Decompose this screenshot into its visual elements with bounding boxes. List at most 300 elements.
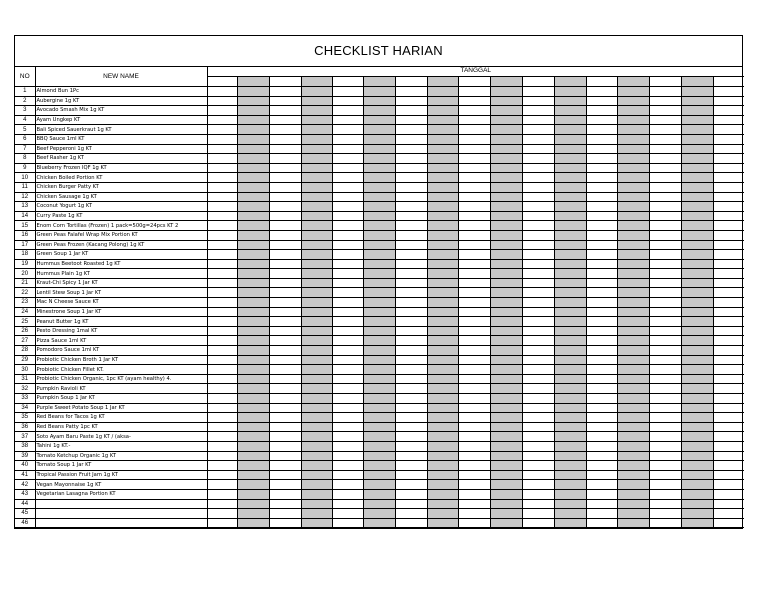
check-cell[interactable]	[586, 125, 617, 135]
check-cell[interactable]	[554, 96, 586, 106]
check-cell[interactable]	[427, 163, 458, 173]
check-cell[interactable]	[458, 106, 490, 116]
check-cell[interactable]	[301, 307, 332, 317]
check-cell[interactable]	[649, 288, 681, 298]
check-cell[interactable]	[458, 499, 490, 509]
check-cell[interactable]	[586, 144, 617, 154]
check-cell[interactable]	[681, 509, 713, 519]
check-cell[interactable]	[363, 355, 395, 365]
check-cell[interactable]	[458, 298, 490, 308]
check-cell[interactable]	[713, 355, 744, 365]
check-cell[interactable]	[649, 134, 681, 144]
check-cell[interactable]	[586, 432, 617, 442]
check-cell[interactable]	[269, 317, 301, 327]
check-cell[interactable]	[237, 441, 269, 451]
check-cell[interactable]	[713, 317, 744, 327]
check-cell[interactable]	[554, 125, 586, 135]
check-cell[interactable]	[332, 163, 363, 173]
check-cell[interactable]	[207, 461, 237, 471]
check-cell[interactable]	[301, 278, 332, 288]
check-cell[interactable]	[713, 422, 744, 432]
check-cell[interactable]	[617, 240, 649, 250]
check-cell[interactable]	[332, 115, 363, 125]
check-cell[interactable]	[301, 134, 332, 144]
check-cell[interactable]	[554, 355, 586, 365]
check-cell[interactable]	[522, 288, 554, 298]
check-cell[interactable]	[681, 384, 713, 394]
check-cell[interactable]	[363, 250, 395, 260]
check-cell[interactable]	[490, 509, 522, 519]
check-cell[interactable]	[649, 250, 681, 260]
check-cell[interactable]	[237, 87, 269, 97]
check-cell[interactable]	[427, 470, 458, 480]
check-cell[interactable]	[207, 115, 237, 125]
check-cell[interactable]	[269, 298, 301, 308]
check-cell[interactable]	[713, 288, 744, 298]
check-cell[interactable]	[617, 134, 649, 144]
check-cell[interactable]	[713, 489, 744, 499]
check-cell[interactable]	[681, 346, 713, 356]
check-cell[interactable]	[649, 346, 681, 356]
check-cell[interactable]	[681, 115, 713, 125]
check-cell[interactable]	[207, 278, 237, 288]
check-cell[interactable]	[617, 355, 649, 365]
check-cell[interactable]	[490, 221, 522, 231]
check-cell[interactable]	[395, 202, 427, 212]
check-cell[interactable]	[522, 87, 554, 97]
check-cell[interactable]	[490, 144, 522, 154]
check-cell[interactable]	[586, 87, 617, 97]
check-cell[interactable]	[617, 182, 649, 192]
check-cell[interactable]	[269, 96, 301, 106]
check-cell[interactable]	[237, 394, 269, 404]
check-cell[interactable]	[301, 115, 332, 125]
check-cell[interactable]	[301, 518, 332, 528]
check-cell[interactable]	[395, 259, 427, 269]
check-cell[interactable]	[363, 326, 395, 336]
check-cell[interactable]	[427, 221, 458, 231]
check-cell[interactable]	[427, 106, 458, 116]
check-cell[interactable]	[681, 518, 713, 528]
check-cell[interactable]	[458, 240, 490, 250]
check-cell[interactable]	[713, 413, 744, 423]
check-cell[interactable]	[363, 202, 395, 212]
check-cell[interactable]	[681, 87, 713, 97]
check-cell[interactable]	[586, 202, 617, 212]
check-cell[interactable]	[301, 326, 332, 336]
check-cell[interactable]	[301, 221, 332, 231]
check-cell[interactable]	[458, 413, 490, 423]
check-cell[interactable]	[713, 230, 744, 240]
check-cell[interactable]	[490, 202, 522, 212]
check-cell[interactable]	[207, 202, 237, 212]
check-cell[interactable]	[395, 480, 427, 490]
check-cell[interactable]	[458, 432, 490, 442]
check-cell[interactable]	[617, 125, 649, 135]
check-cell[interactable]	[649, 480, 681, 490]
check-cell[interactable]	[395, 470, 427, 480]
check-cell[interactable]	[554, 307, 586, 317]
check-cell[interactable]	[458, 365, 490, 375]
check-cell[interactable]	[363, 317, 395, 327]
check-cell[interactable]	[269, 125, 301, 135]
check-cell[interactable]	[332, 259, 363, 269]
check-cell[interactable]	[395, 87, 427, 97]
check-cell[interactable]	[207, 87, 237, 97]
check-cell[interactable]	[395, 355, 427, 365]
check-cell[interactable]	[207, 134, 237, 144]
check-cell[interactable]	[207, 403, 237, 413]
check-cell[interactable]	[332, 346, 363, 356]
check-cell[interactable]	[490, 461, 522, 471]
check-cell[interactable]	[332, 269, 363, 279]
check-cell[interactable]	[522, 211, 554, 221]
check-cell[interactable]	[586, 173, 617, 183]
check-cell[interactable]	[301, 202, 332, 212]
check-cell[interactable]	[522, 173, 554, 183]
check-cell[interactable]	[649, 365, 681, 375]
check-cell[interactable]	[713, 336, 744, 346]
check-cell[interactable]	[237, 154, 269, 164]
check-cell[interactable]	[649, 278, 681, 288]
check-cell[interactable]	[490, 451, 522, 461]
check-cell[interactable]	[617, 221, 649, 231]
check-cell[interactable]	[269, 259, 301, 269]
check-cell[interactable]	[301, 355, 332, 365]
check-cell[interactable]	[490, 192, 522, 202]
check-cell[interactable]	[490, 250, 522, 260]
check-cell[interactable]	[458, 441, 490, 451]
check-cell[interactable]	[207, 192, 237, 202]
check-cell[interactable]	[458, 115, 490, 125]
check-cell[interactable]	[207, 489, 237, 499]
check-cell[interactable]	[522, 451, 554, 461]
check-cell[interactable]	[617, 451, 649, 461]
check-cell[interactable]	[713, 374, 744, 384]
check-cell[interactable]	[269, 211, 301, 221]
check-cell[interactable]	[458, 144, 490, 154]
check-cell[interactable]	[458, 355, 490, 365]
check-cell[interactable]	[363, 432, 395, 442]
check-cell[interactable]	[427, 326, 458, 336]
check-cell[interactable]	[301, 336, 332, 346]
check-cell[interactable]	[207, 144, 237, 154]
check-cell[interactable]	[586, 230, 617, 240]
check-cell[interactable]	[617, 346, 649, 356]
check-cell[interactable]	[681, 106, 713, 116]
check-cell[interactable]	[427, 298, 458, 308]
check-cell[interactable]	[237, 125, 269, 135]
check-cell[interactable]	[713, 115, 744, 125]
check-cell[interactable]	[207, 154, 237, 164]
check-cell[interactable]	[713, 365, 744, 375]
check-cell[interactable]	[301, 154, 332, 164]
check-cell[interactable]	[713, 480, 744, 490]
check-cell[interactable]	[522, 480, 554, 490]
check-cell[interactable]	[713, 87, 744, 97]
check-cell[interactable]	[617, 192, 649, 202]
check-cell[interactable]	[237, 163, 269, 173]
check-cell[interactable]	[332, 365, 363, 375]
check-cell[interactable]	[301, 144, 332, 154]
check-cell[interactable]	[301, 413, 332, 423]
check-cell[interactable]	[490, 518, 522, 528]
check-cell[interactable]	[458, 134, 490, 144]
check-cell[interactable]	[395, 394, 427, 404]
check-cell[interactable]	[554, 403, 586, 413]
check-cell[interactable]	[649, 298, 681, 308]
check-cell[interactable]	[301, 298, 332, 308]
check-cell[interactable]	[301, 192, 332, 202]
check-cell[interactable]	[427, 173, 458, 183]
check-cell[interactable]	[617, 269, 649, 279]
check-cell[interactable]	[713, 211, 744, 221]
check-cell[interactable]	[237, 317, 269, 327]
check-cell[interactable]	[395, 250, 427, 260]
check-cell[interactable]	[237, 144, 269, 154]
check-cell[interactable]	[490, 413, 522, 423]
check-cell[interactable]	[458, 470, 490, 480]
check-cell[interactable]	[301, 269, 332, 279]
check-cell[interactable]	[332, 355, 363, 365]
check-cell[interactable]	[332, 432, 363, 442]
check-cell[interactable]	[427, 250, 458, 260]
check-cell[interactable]	[649, 355, 681, 365]
check-cell[interactable]	[427, 182, 458, 192]
check-cell[interactable]	[207, 326, 237, 336]
check-cell[interactable]	[490, 346, 522, 356]
check-cell[interactable]	[522, 221, 554, 231]
check-cell[interactable]	[237, 230, 269, 240]
check-cell[interactable]	[681, 221, 713, 231]
check-cell[interactable]	[332, 317, 363, 327]
check-cell[interactable]	[522, 163, 554, 173]
check-cell[interactable]	[522, 144, 554, 154]
check-cell[interactable]	[681, 374, 713, 384]
check-cell[interactable]	[395, 518, 427, 528]
check-cell[interactable]	[490, 374, 522, 384]
check-cell[interactable]	[269, 365, 301, 375]
check-cell[interactable]	[586, 326, 617, 336]
check-cell[interactable]	[363, 115, 395, 125]
check-cell[interactable]	[269, 470, 301, 480]
check-cell[interactable]	[395, 192, 427, 202]
check-cell[interactable]	[237, 298, 269, 308]
check-cell[interactable]	[237, 326, 269, 336]
check-cell[interactable]	[649, 259, 681, 269]
check-cell[interactable]	[269, 106, 301, 116]
check-cell[interactable]	[301, 451, 332, 461]
check-cell[interactable]	[586, 211, 617, 221]
check-cell[interactable]	[490, 288, 522, 298]
check-cell[interactable]	[586, 374, 617, 384]
check-cell[interactable]	[649, 211, 681, 221]
check-cell[interactable]	[458, 317, 490, 327]
check-cell[interactable]	[617, 499, 649, 509]
check-cell[interactable]	[237, 278, 269, 288]
check-cell[interactable]	[554, 87, 586, 97]
check-cell[interactable]	[681, 96, 713, 106]
check-cell[interactable]	[681, 163, 713, 173]
check-cell[interactable]	[301, 509, 332, 519]
check-cell[interactable]	[554, 115, 586, 125]
check-cell[interactable]	[522, 240, 554, 250]
check-cell[interactable]	[237, 365, 269, 375]
check-cell[interactable]	[301, 250, 332, 260]
check-cell[interactable]	[522, 202, 554, 212]
check-cell[interactable]	[713, 240, 744, 250]
check-cell[interactable]	[237, 422, 269, 432]
check-cell[interactable]	[332, 518, 363, 528]
check-cell[interactable]	[332, 394, 363, 404]
check-cell[interactable]	[395, 461, 427, 471]
check-cell[interactable]	[301, 240, 332, 250]
check-cell[interactable]	[586, 192, 617, 202]
check-cell[interactable]	[395, 336, 427, 346]
check-cell[interactable]	[363, 365, 395, 375]
check-cell[interactable]	[490, 326, 522, 336]
check-cell[interactable]	[363, 307, 395, 317]
check-cell[interactable]	[554, 336, 586, 346]
check-cell[interactable]	[490, 499, 522, 509]
check-cell[interactable]	[207, 221, 237, 231]
check-cell[interactable]	[395, 307, 427, 317]
check-cell[interactable]	[649, 144, 681, 154]
check-cell[interactable]	[649, 163, 681, 173]
check-cell[interactable]	[427, 288, 458, 298]
check-cell[interactable]	[427, 441, 458, 451]
check-cell[interactable]	[617, 87, 649, 97]
check-cell[interactable]	[458, 87, 490, 97]
check-cell[interactable]	[301, 394, 332, 404]
check-cell[interactable]	[681, 202, 713, 212]
check-cell[interactable]	[458, 154, 490, 164]
check-cell[interactable]	[207, 422, 237, 432]
check-cell[interactable]	[713, 202, 744, 212]
check-cell[interactable]	[207, 163, 237, 173]
check-cell[interactable]	[207, 173, 237, 183]
check-cell[interactable]	[586, 336, 617, 346]
check-cell[interactable]	[269, 451, 301, 461]
check-cell[interactable]	[301, 87, 332, 97]
check-cell[interactable]	[269, 509, 301, 519]
check-cell[interactable]	[237, 173, 269, 183]
check-cell[interactable]	[207, 336, 237, 346]
check-cell[interactable]	[237, 240, 269, 250]
check-cell[interactable]	[427, 307, 458, 317]
check-cell[interactable]	[713, 384, 744, 394]
check-cell[interactable]	[522, 278, 554, 288]
check-cell[interactable]	[363, 259, 395, 269]
check-cell[interactable]	[395, 278, 427, 288]
check-cell[interactable]	[617, 413, 649, 423]
check-cell[interactable]	[681, 230, 713, 240]
check-cell[interactable]	[269, 489, 301, 499]
check-cell[interactable]	[395, 125, 427, 135]
check-cell[interactable]	[586, 499, 617, 509]
check-cell[interactable]	[522, 154, 554, 164]
check-cell[interactable]	[713, 192, 744, 202]
check-cell[interactable]	[363, 278, 395, 288]
check-cell[interactable]	[554, 317, 586, 327]
check-cell[interactable]	[427, 346, 458, 356]
check-cell[interactable]	[522, 115, 554, 125]
check-cell[interactable]	[522, 250, 554, 260]
check-cell[interactable]	[458, 269, 490, 279]
check-cell[interactable]	[522, 182, 554, 192]
check-cell[interactable]	[207, 451, 237, 461]
check-cell[interactable]	[554, 250, 586, 260]
check-cell[interactable]	[458, 230, 490, 240]
check-cell[interactable]	[395, 422, 427, 432]
check-cell[interactable]	[427, 480, 458, 490]
check-cell[interactable]	[586, 317, 617, 327]
check-cell[interactable]	[458, 182, 490, 192]
check-cell[interactable]	[554, 182, 586, 192]
check-cell[interactable]	[269, 394, 301, 404]
check-cell[interactable]	[269, 134, 301, 144]
check-cell[interactable]	[301, 346, 332, 356]
check-cell[interactable]	[395, 240, 427, 250]
check-cell[interactable]	[207, 106, 237, 116]
check-cell[interactable]	[649, 115, 681, 125]
check-cell[interactable]	[207, 518, 237, 528]
check-cell[interactable]	[554, 163, 586, 173]
check-cell[interactable]	[363, 461, 395, 471]
check-cell[interactable]	[522, 230, 554, 240]
check-cell[interactable]	[554, 432, 586, 442]
check-cell[interactable]	[269, 173, 301, 183]
check-cell[interactable]	[427, 317, 458, 327]
check-cell[interactable]	[458, 259, 490, 269]
check-cell[interactable]	[427, 355, 458, 365]
check-cell[interactable]	[395, 441, 427, 451]
check-cell[interactable]	[363, 374, 395, 384]
check-cell[interactable]	[269, 374, 301, 384]
check-cell[interactable]	[207, 288, 237, 298]
check-cell[interactable]	[490, 106, 522, 116]
check-cell[interactable]	[522, 384, 554, 394]
check-cell[interactable]	[522, 269, 554, 279]
check-cell[interactable]	[363, 87, 395, 97]
check-cell[interactable]	[586, 365, 617, 375]
check-cell[interactable]	[301, 422, 332, 432]
check-cell[interactable]	[522, 489, 554, 499]
check-cell[interactable]	[395, 346, 427, 356]
check-cell[interactable]	[237, 259, 269, 269]
check-cell[interactable]	[332, 125, 363, 135]
check-cell[interactable]	[554, 461, 586, 471]
check-cell[interactable]	[713, 163, 744, 173]
check-cell[interactable]	[395, 298, 427, 308]
check-cell[interactable]	[681, 278, 713, 288]
check-cell[interactable]	[617, 365, 649, 375]
check-cell[interactable]	[427, 192, 458, 202]
check-cell[interactable]	[713, 106, 744, 116]
check-cell[interactable]	[458, 221, 490, 231]
check-cell[interactable]	[490, 269, 522, 279]
check-cell[interactable]	[649, 269, 681, 279]
check-cell[interactable]	[269, 441, 301, 451]
check-cell[interactable]	[363, 346, 395, 356]
check-cell[interactable]	[332, 202, 363, 212]
check-cell[interactable]	[363, 182, 395, 192]
check-cell[interactable]	[649, 336, 681, 346]
check-cell[interactable]	[713, 125, 744, 135]
check-cell[interactable]	[458, 509, 490, 519]
check-cell[interactable]	[586, 221, 617, 231]
check-cell[interactable]	[363, 480, 395, 490]
